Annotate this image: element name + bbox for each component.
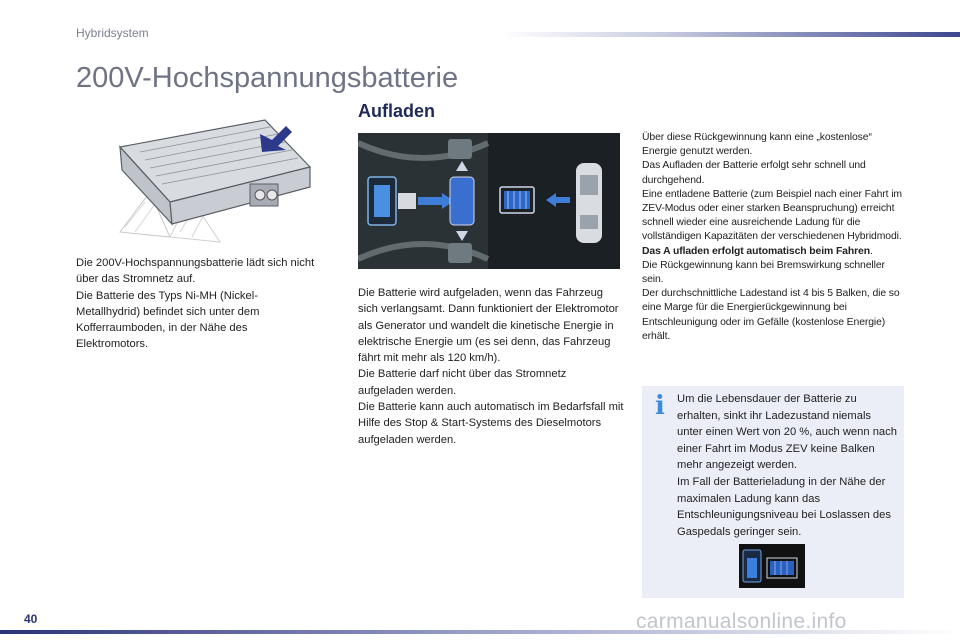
battery-illustration [110,112,320,244]
right-paragraph-5: Der durchschnittliche Ladestand ist 4 bis 5 Balken, die so eine Marge für die Energierückgewinnung bei Entschleunigung oder im Gefälle (kostenlose Energie) erhält. [642,288,900,342]
watermark: carmanualsonline.info [636,610,847,633]
right-paragraph-3: Eine entladene Batterie (zum Beispiel nach einer Fahrt im ZEV-Modus oder einer starken Beanspruchung) erreicht schnell wieder eine ausreichende Ladung für die vollständigen Kapazitäten der verschiedenen Hybridmodi. [642,188,902,243]
middle-paragraph-1: Die Batterie wird aufgeladen, wenn das Fahrzeug sich verlangsamt. Dann funktioniert der Elektromotor als Generator und wandelt die kinetische Energie in elektrische Energie um (es sei denn, das Fahrzeug fährt mit mehr als 120 km/h). [358,287,619,365]
info-icon: i [655,391,665,421]
header-bar [500,32,960,37]
left-text [76,255,321,353]
info-box [642,386,904,598]
right-text [642,131,908,344]
energy-gauge-illustration [739,544,805,588]
page-title: 200V-Hochspannungsbatterie [76,62,459,94]
info-paragraph-1: Um die Lebensdauer der Batterie zu erhalten, sinkt ihr Ladezustand niemals unter einen Wert von 20 %, auch wenn nach einer Fahrt im Modus ZEV keine Balken mehr angezeigt werden. [677,393,897,472]
right-paragraph-4: Die Rückgewinnung kann bei Bremswirkung schneller sein. [642,259,885,286]
middle-text [358,285,624,448]
right-paragraph-1: Über diese Rückgewinnung kann eine „kostenlose“ Energie genutzt werden. [642,132,872,158]
info-text [677,391,899,540]
page-number: 40 [24,612,38,626]
left-paragraph-1: Die 200V-Hochspannungsbatterie lädt sich nicht über das Stromnetz auf. [76,257,315,286]
charging-diagram [358,133,620,269]
bold-suffix: . [869,245,873,257]
right-paragraph-2: Das Aufladen der Batterie erfolgt sehr schnell und durchgehend. [642,160,866,186]
info-paragraph-2: Im Fall der Batterieladung in der Nähe der maximalen Ladung kann das Entschleunigungsniveau bei Loslassen des Gaspedals geringer sein. [677,475,891,538]
left-paragraph-2: Die Batterie des Typs Ni-MH (Nickel-Metallhydrid) befindet sich unter dem Kofferraumboden, in der Nähe des Elektromotors. [76,289,260,351]
middle-paragraph-3: Die Batterie kann auch automatisch im Bedarfsfall mit Hilfe des Stop & Start-Systems des Dieselmotors aufgeladen werden. [358,401,624,446]
right-bold-line [642,245,908,259]
bold-statement: Das A ufladen erfolgt automatisch beim Fahren [642,245,870,257]
middle-paragraph-2: Die Batterie darf nicht über das Stromnetz aufgeladen werden. [358,368,567,397]
subheading: Aufladen [358,101,436,121]
section-label: Hybridsystem [76,26,149,40]
